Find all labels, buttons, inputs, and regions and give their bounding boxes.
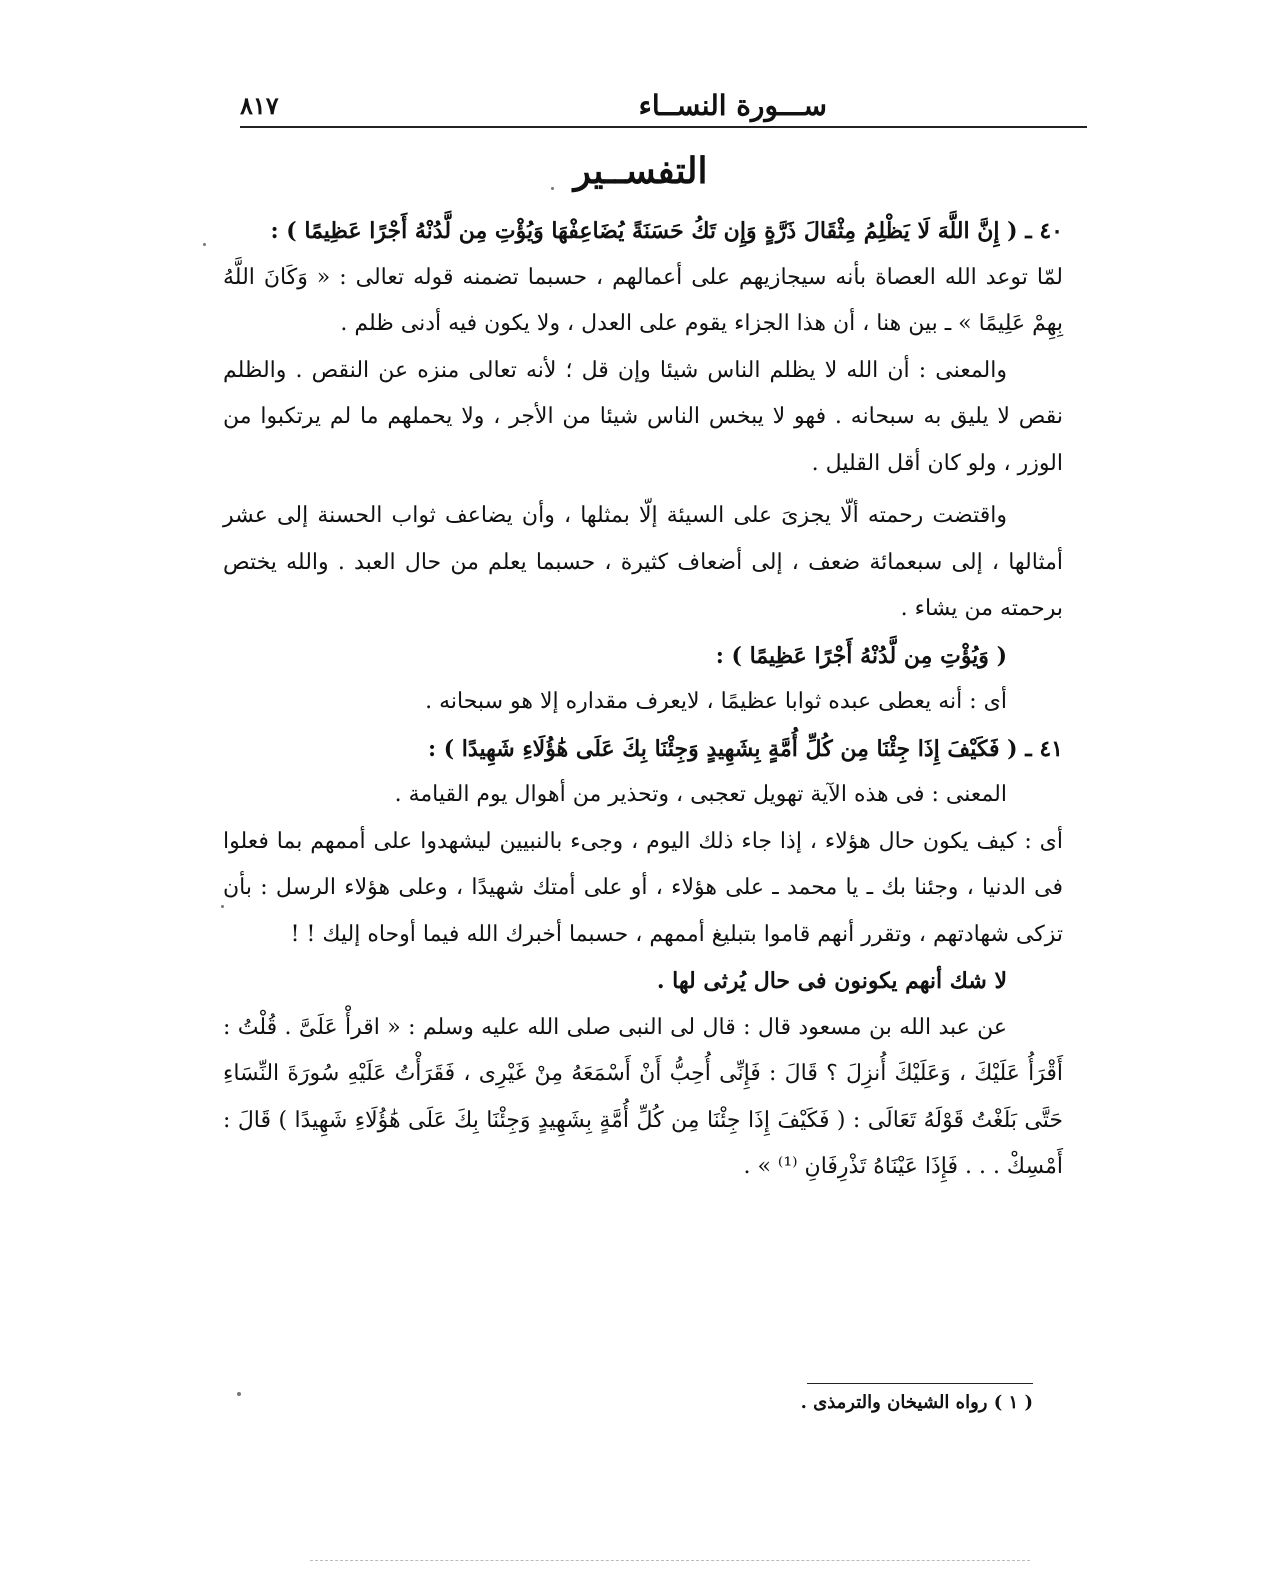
tafsir-body (223, 208, 1063, 1191)
scan-speck (203, 243, 206, 246)
paragraph-verse-41-meaning: المعنى : فى هذه الآية تهويل تعجبى ، وتحذير من أهوال يوم القيامة . (394, 782, 1007, 807)
footnote: ( ١ ) رواه الشيخان والترمذى . (800, 1392, 1033, 1413)
scan-speck (221, 905, 224, 908)
scan-speck (551, 187, 554, 190)
page-number: ٨١٧ (240, 90, 279, 120)
section-title: التفســير (573, 150, 708, 192)
footnote-divider (807, 1383, 1033, 1384)
scan-edge-line (310, 1560, 1030, 1561)
paragraph-meaning: والمعنى : أن الله لا يظلم الناس شيئا وإن قل ؛ لأنه تعالى منزه عن النقص . والظلم نقص لا يليق به سبحانه . فهو لا يبخس الناس شيئا من الأجر ، ولا يحملهم ما لم يرتكبوا من الوزر ، ولو كان أقل القليل . (223, 357, 1063, 476)
verse-41-heading: ٤١ ـ ( فَكَيْفَ إِذَا جِئْنَا مِن كُلِّ أُمَّةٍ بِشَهِيدٍ وَجِئْنَا بِكَ عَلَى هَٰؤُلَاءِ شَهِيدًا ) : (427, 735, 1063, 762)
paragraph-explanation: أى : أنه يعطى عبده ثوابا عظيمًا ، لايعرف مقداره إلا هو سبحانه . (425, 689, 1007, 714)
verse-40-heading: ٤٠ ـ ( إِنَّ اللَّهَ لَا يَظْلِمُ مِثْقَالَ ذَرَّةٍ وَإِن تَكُ حَسَنَةً يُضَاعِفْهَا وَيُؤْتِ مِن لَّدُنْهُ أَجْرًا عَظِيمًا ) : (270, 218, 1063, 244)
verse-excerpt: ( وَيُؤْتِ مِن لَّدُنْهُ أَجْرًا عَظِيمًا ) : (715, 642, 1007, 669)
running-header (240, 84, 1087, 128)
surah-name: ســـورة النســاء (638, 88, 827, 122)
paragraph-mercy: واقتضت رحمته ألّا يجزىَ على السيئة إلّا بمثلها ، وأن يضاعف ثواب الحسنة إلى عشر أمثالها ، إلى سبعمائة ضعف ، إلى أضعاف كثيرة ، حسبما يعلم من حال العبد . والله يختص برحمته من يشاء . (223, 503, 1063, 621)
scan-speck (237, 1392, 241, 1396)
paragraph-conclusion: لا شك أنهم يكونون فى حال يُرثى لها . (656, 968, 1007, 994)
paragraph-context: لمّا توعد الله العصاة بأنه سيجازيهم على أعمالهم ، حسبما تضمنه قوله تعالى : « وَكَانَ اللَّهُ بِهِمْ عَلِيمًا » ـ بين هنا ، أن هذا الجزاء يقوم على العدل ، ولا يكون فيه أدنى ظلم . (223, 264, 1063, 336)
hadith-paragraph: عن عبد الله بن مسعود قال : قال لى النبى صلى الله عليه وسلم : « اقرأْ عَلَىَّ . قُلْتُ : أَقْرَأُ عَلَيْكَ ، وَعَلَيْكَ أُنزِلَ ؟ قَالَ : فَإِنِّى أُحِبُّ أَنْ أَسْمَعَهُ مِنْ غَيْرِى ، فَقَرَأْتُ عَلَيْهِ سُورَةَ النِّسَاءِ حَتَّى بَلَغْتُ قَوْلَهُ تَعَالَى : ( فَكَيْفَ إِذَا جِئْنَا مِن كُلِّ أُمَّةٍ بِشَهِيدٍ وَجِئْنَا بِكَ عَلَى هَٰؤُلَاءِ شَهِيدًا ) قَالَ : أَمْسِكْ . . . فَإِذَا عَيْنَاهُ تَذْرِفَانِ ⁽¹⁾ » . (223, 1014, 1063, 1179)
paragraph-verse-41-detail: أى : كيف يكون حال هؤلاء ، إذا جاء ذلك اليوم ، وجىء بالنبيين ليشهدوا على أممهم بما فعلوا فى الدنيا ، وجئنا بك ـ يا محمد ـ على هؤلاء ، أو على أمتك شهيدًا ، وعلى هؤلاء الرسل : بأن تزكى شهادتهم ، وتقرر أنهم قاموا بتبليغ أممهم ، حسبما أخبرك الله فيما أوحاه إليك ! ! (223, 828, 1063, 947)
